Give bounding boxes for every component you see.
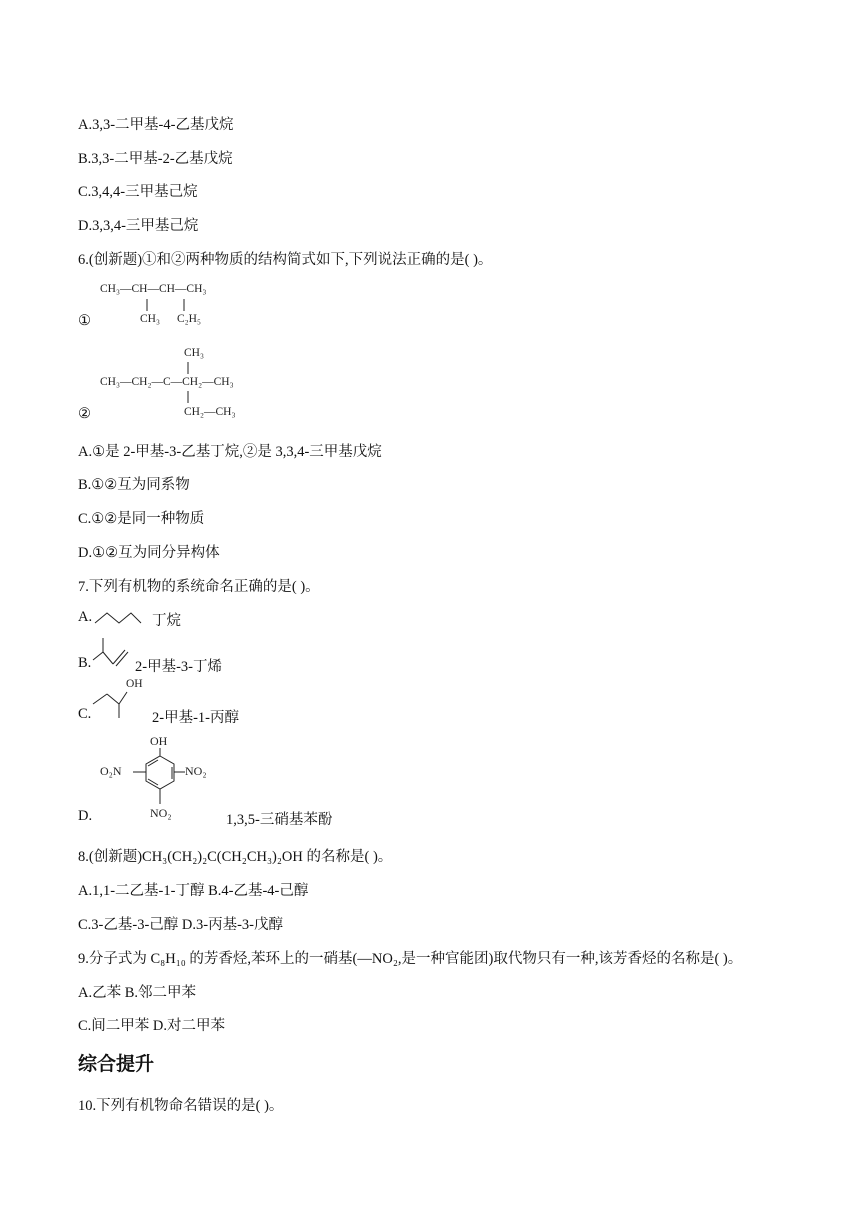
s2-ethyl-branch: CH₂—CH₃	[184, 406, 236, 418]
s1-branch-bonds	[100, 283, 300, 333]
q5-option-c: C.3,4,4-三甲基己烷	[78, 184, 198, 200]
q7-option-d-name: 1,3,5-三硝基苯酚	[226, 812, 333, 828]
q7-option-c-letter: C.	[78, 706, 92, 722]
q7-d-no2-bottom: NO₂	[150, 806, 172, 820]
q6-option-d: D.①②互为同分异构体	[78, 545, 220, 561]
q7-option-b-letter: B.	[78, 655, 92, 671]
q6-structure-2	[100, 347, 320, 427]
q7-stem: 7.下列有机物的系统命名正确的是( )。	[78, 579, 320, 595]
q5-option-b: B.3,3-二甲基-2-乙基戊烷	[78, 151, 233, 167]
q6-mark-1: ①	[78, 313, 91, 329]
q5-option-d: D.3,3,4-三甲基己烷	[78, 218, 199, 234]
q9-options-row-2: C.间二甲苯 D.对二甲苯	[78, 1018, 226, 1034]
q8-stem: 8.(创新题)CH₃(CH₂)₂C(CH₂CH₃)₂OH 的名称是( )。	[78, 849, 393, 865]
q7-option-a-letter: A.	[78, 609, 93, 625]
q6-option-b: B.①②互为同系物	[78, 477, 190, 493]
q7-a-butane-skeleton	[95, 607, 143, 627]
q7-option-a-name: 丁烷	[152, 613, 181, 629]
q10-stem: 10.下列有机物命名错误的是( )。	[78, 1098, 284, 1114]
q6-mark-2: ②	[78, 406, 91, 422]
s2-main-chain: CH₃—CH₂—C—CH₂—CH₃	[100, 376, 234, 388]
q7-d-picric-acid-structure	[100, 734, 230, 824]
s2-top-methyl: CH₃	[184, 347, 204, 359]
q7-option-d-letter: D.	[78, 808, 93, 824]
q6-stem: 6.(创新题)①和②两种物质的结构简式如下,下列说法正确的是( )。	[78, 252, 493, 268]
q7-d-benzene-ring	[100, 734, 230, 824]
q7-option-c-name: 2-甲基-1-丙醇	[152, 710, 239, 726]
q5-option-a: A.3,3-二甲基-4-乙基戊烷	[78, 117, 234, 133]
s1-branch-2: C₂H₅	[177, 313, 201, 325]
q7-c-alcohol-skeleton	[93, 688, 133, 720]
s1-main-chain: CH₃—CH—CH—CH₃	[100, 283, 207, 295]
q7-d-no2-right: NO₂	[185, 764, 207, 778]
section-heading: 综合提升	[78, 1053, 155, 1075]
q6-structure-1	[100, 283, 300, 333]
q6-option-a: A.①是 2-甲基-3-乙基丁烷,②是 3,3,4-三甲基戊烷	[78, 444, 382, 460]
q8-options-row-2: C.3-乙基-3-己醇 D.3-丙基-3-戊醇	[78, 917, 283, 933]
q6-option-c: C.①②是同一种物质	[78, 511, 205, 527]
q7-b-alkene-skeleton	[93, 636, 133, 670]
q7-d-oh: OH	[150, 734, 168, 748]
q9-options-row-1: A.乙苯 B.邻二甲苯	[78, 985, 197, 1001]
q9-stem: 9.分子式为 C₈H₁₀ 的芳香烃,苯环上的一硝基(—NO₂,是一种官能团)取代物只有一种,该芳香烃的名称是( )。	[78, 951, 743, 967]
q8-options-row-1: A.1,1-二乙基-1-丁醇 B.4-乙基-4-己醇	[78, 883, 309, 899]
q7-option-b-name: 2-甲基-3-丁烯	[135, 659, 222, 675]
q7-d-no2-left: O₂N	[100, 764, 122, 778]
s1-branch-1: CH₃	[140, 313, 160, 325]
